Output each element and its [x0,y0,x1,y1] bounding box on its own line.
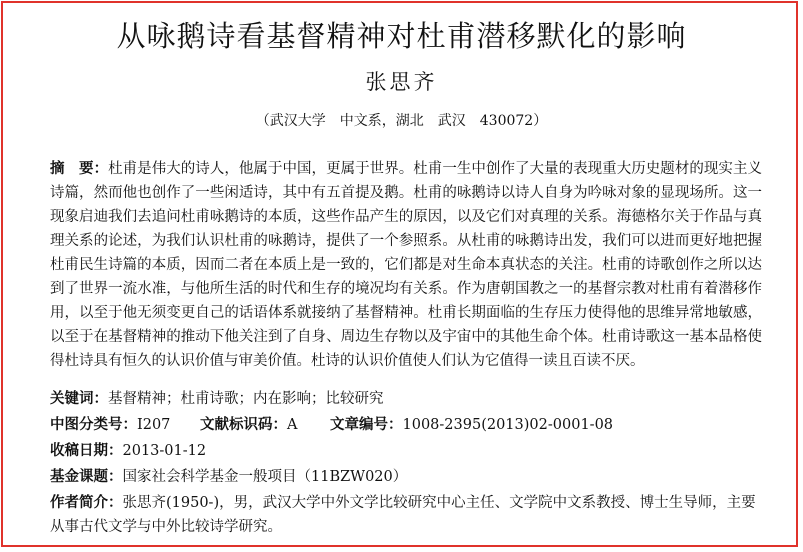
keywords-label: 关键词： [50,391,108,407]
abstract-label: 摘 要： [50,161,109,177]
received-label: 收稿日期： [50,443,123,459]
author-name: 张思齐 [365,70,438,94]
abstract-text: 杜甫是伟大的诗人，他属于中国，更属于世界。杜甫一生中创作了大量的表现重大历史题材的现实主义诗篇，然而他也创作了一些闲适诗，其中有五首提及鹅。杜甫的咏鹅诗以诗人自身为吟咏对象的显现场所。这一现象启迪我们去追问杜甫咏鹅诗的本质，这些作品产生的原因，以及它们对真理的关系。海德格尔关于作品与真理关系的论述，为我们认识杜甫的咏鹅诗，提供了一个参照系。从杜甫的咏鹅诗出发，我们可以进而更好地把握杜甫民生诗篇的本质，因而二者在本质上是一致的，它们都是对生命本真状态的关注。杜甫的诗歌创作之所以达到了世界一流水准，与他所生活的时代和生存的境况均有关系。作为唐朝国教之一的基督宗教对杜甫有着潜移作用，以至于他无须变更自己的话语体系就接纳了基督精神。杜甫长期面临的生存压力使得他的思维异常地敏感，以至于在基督精神的推动下他关注到了自身、周边生存物以及宇宙中的其他生命个体。杜甫诗歌这一基本品格使得杜诗具有恒久的认识价值与审美价值。杜诗的认识价值使人们认为它值得一读且百读不厌。 [50,161,762,369]
author-bio [50,491,762,539]
fund-value: 国家社会科学基金一般项目（11BZW020） [122,469,408,485]
article-title: 从咏鹅诗看基督精神对杜甫潜移默化的影响 [116,19,687,53]
received-date [50,439,206,463]
bio-label: 作者简介： [50,495,123,511]
fund-project [50,465,407,489]
fund-label: 基金课题： [50,469,123,485]
classification-row [50,413,762,437]
bio-text: 张思齐(1950-)，男，武汉大学中外文学比较研究中心主任、文学院中文系教授、博士生导师，主要从事古代文学与中外比较诗学研究。 [50,495,756,535]
clc-label: 中图分类号： [50,417,137,433]
article-number-value: 1008-2395(2013)02-0001-08 [402,417,614,433]
keywords [50,387,384,411]
keywords-text: 基督精神；杜甫诗歌；内在影响；比较研究 [108,391,384,407]
doc-code-value: A [287,417,298,433]
clc-value: I207 [137,417,171,433]
doc-code-label: 文献标识码： [200,417,287,433]
author-affiliation: （武汉大学 中文系，湖北 武汉 430072） [255,113,548,129]
received-value: 2013-01-12 [122,443,207,459]
abstract [50,157,762,373]
article-number-label: 文章编号： [330,417,403,433]
